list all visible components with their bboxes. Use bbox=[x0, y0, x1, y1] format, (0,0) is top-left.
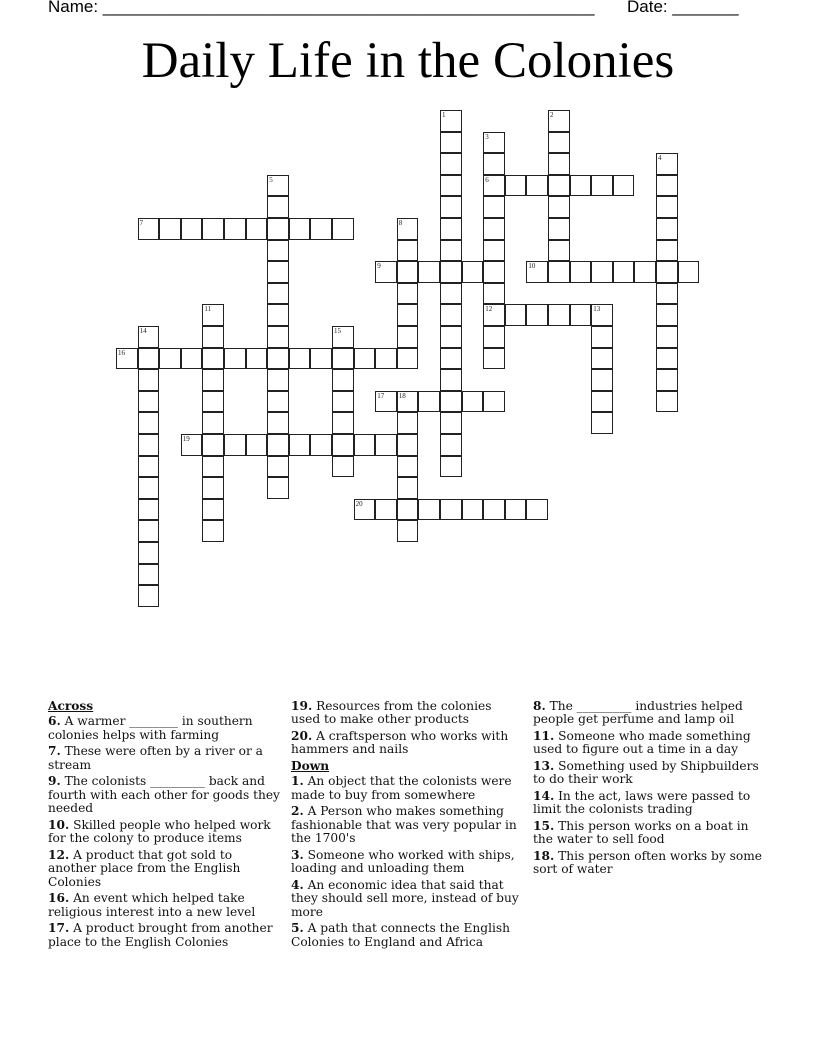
crossword-cell[interactable] bbox=[570, 175, 592, 197]
crossword-cell[interactable] bbox=[591, 391, 613, 413]
crossword-cell[interactable] bbox=[440, 499, 462, 521]
clue-number-label: 6 bbox=[485, 175, 489, 184]
crossword-cell[interactable] bbox=[418, 261, 440, 283]
clue-text: A craftsperson who works with hammers and nails bbox=[291, 729, 509, 757]
crossword-cell[interactable] bbox=[656, 391, 678, 413]
clue-across-12 bbox=[48, 849, 280, 889]
clue-number-label: 1 bbox=[442, 111, 446, 119]
clue-number-label: 11 bbox=[204, 305, 212, 314]
clue-down-8 bbox=[533, 700, 765, 727]
crossword-cell[interactable] bbox=[483, 348, 505, 370]
clue-number: 11. bbox=[533, 729, 555, 743]
crossword-cell[interactable] bbox=[526, 175, 548, 197]
clue-number-label: 10 bbox=[528, 262, 536, 271]
crossword-cell[interactable] bbox=[548, 196, 570, 218]
clue-text: These were often by a river or a stream bbox=[48, 744, 263, 772]
crossword-cell[interactable] bbox=[332, 434, 354, 456]
clue-across-6 bbox=[48, 715, 280, 742]
crossword-cell[interactable] bbox=[656, 261, 678, 283]
crossword-cell[interactable] bbox=[656, 240, 678, 262]
crossword-cell[interactable] bbox=[375, 261, 397, 283]
crossword-cell[interactable] bbox=[332, 218, 354, 240]
crossword-cell[interactable] bbox=[397, 477, 419, 499]
crossword-cell[interactable] bbox=[138, 477, 160, 499]
clues-column-3 bbox=[533, 700, 765, 880]
clue-down-2 bbox=[291, 805, 523, 845]
clue-text: An object that the colonists were made to buy from somewhere bbox=[291, 774, 512, 802]
crossword-cell[interactable] bbox=[440, 348, 462, 370]
crossword-cell[interactable] bbox=[202, 477, 224, 499]
clue-down-3 bbox=[291, 849, 523, 876]
clue-text: A warmer ________ in southern colonies helps with farming bbox=[48, 714, 253, 742]
crossword-cell[interactable] bbox=[397, 218, 419, 240]
crossword-cell[interactable] bbox=[267, 326, 289, 348]
crossword-cell[interactable] bbox=[591, 412, 613, 434]
crossword-cell[interactable] bbox=[397, 304, 419, 326]
clue-down-1 bbox=[291, 775, 523, 802]
crossword-cell[interactable] bbox=[267, 348, 289, 370]
clue-number-label: 8 bbox=[398, 219, 403, 227]
clue-number: 14. bbox=[533, 789, 555, 803]
crossword-cell[interactable] bbox=[656, 369, 678, 391]
clue-across-9 bbox=[48, 775, 280, 815]
crossword-cell[interactable] bbox=[310, 434, 332, 456]
clue-across-17 bbox=[48, 922, 280, 949]
clue-number-label: 18 bbox=[398, 391, 406, 400]
clue-number: 5. bbox=[291, 921, 304, 936]
crossword-cell[interactable] bbox=[354, 434, 376, 456]
crossword-cell[interactable] bbox=[591, 261, 613, 283]
clue-number: 8. bbox=[533, 699, 546, 713]
crossword-cell[interactable] bbox=[224, 348, 246, 370]
crossword-cell[interactable] bbox=[548, 261, 570, 283]
clue-number-label: 12 bbox=[485, 305, 493, 314]
crossword-cell[interactable] bbox=[267, 456, 289, 478]
clue-across-20 bbox=[291, 730, 523, 757]
clues-column-2 bbox=[291, 700, 523, 952]
crossword-cell[interactable] bbox=[483, 499, 505, 521]
clue-number: 9. bbox=[48, 774, 61, 789]
crossword-cell[interactable] bbox=[202, 369, 224, 391]
name-field-label: Name: ____________________________________________________ bbox=[48, 0, 595, 16]
crossword-cell[interactable] bbox=[397, 240, 419, 262]
crossword-cell[interactable] bbox=[397, 326, 419, 348]
crossword-cell[interactable] bbox=[332, 456, 354, 478]
crossword-cell[interactable] bbox=[440, 175, 462, 197]
crossword-cell[interactable] bbox=[397, 520, 419, 542]
crossword-cell[interactable] bbox=[440, 132, 462, 154]
crossword-cell[interactable] bbox=[246, 348, 268, 370]
crossword-cell[interactable] bbox=[332, 369, 354, 391]
crossword-cell[interactable] bbox=[267, 283, 289, 305]
clue-number-label: 3 bbox=[485, 132, 489, 141]
crossword-cell[interactable] bbox=[526, 261, 548, 283]
crossword-cell[interactable] bbox=[181, 434, 203, 456]
crossword-cell[interactable] bbox=[354, 348, 376, 370]
clue-down-15 bbox=[533, 820, 765, 847]
crossword-cell[interactable] bbox=[267, 412, 289, 434]
crossword-cell[interactable] bbox=[440, 326, 462, 348]
clue-text: This person often works by some sort of water bbox=[533, 849, 762, 877]
crossword-cell[interactable] bbox=[548, 153, 570, 175]
crossword-cell[interactable] bbox=[656, 326, 678, 348]
clue-number: 1. bbox=[291, 774, 304, 789]
crossword-cell[interactable] bbox=[397, 391, 419, 413]
clue-text: Something used by Shipbuilders to do their work bbox=[533, 759, 759, 787]
crossword-cell[interactable] bbox=[289, 434, 311, 456]
crossword-cell[interactable] bbox=[267, 391, 289, 413]
crossword-cell[interactable] bbox=[440, 412, 462, 434]
clues-column-1 bbox=[48, 700, 280, 952]
crossword-cell[interactable] bbox=[483, 218, 505, 240]
crossword-cell[interactable] bbox=[138, 542, 160, 564]
crossword-cell[interactable] bbox=[138, 348, 160, 370]
clue-number: 16. bbox=[48, 891, 70, 906]
crossword-cell[interactable] bbox=[440, 218, 462, 240]
clue-number: 17. bbox=[48, 921, 70, 936]
clue-number-label: 17 bbox=[377, 391, 385, 400]
crossword-cell[interactable] bbox=[548, 304, 570, 326]
crossword-cell[interactable] bbox=[440, 456, 462, 478]
crossword-cell[interactable] bbox=[483, 304, 505, 326]
clue-number-label: 14 bbox=[139, 327, 147, 335]
clue-number: 15. bbox=[533, 819, 555, 833]
crossword-cell[interactable] bbox=[656, 218, 678, 240]
clue-down-18 bbox=[533, 850, 765, 877]
crossword-cell[interactable] bbox=[202, 391, 224, 413]
crossword-cell[interactable] bbox=[138, 520, 160, 542]
clue-text: The colonists _________ back and fourth with each other for goods they needed bbox=[48, 774, 280, 816]
crossword-cell[interactable] bbox=[332, 348, 354, 370]
crossword-cell[interactable] bbox=[267, 434, 289, 456]
clue-text: Someone who worked with ships, loading and unloading them bbox=[291, 847, 515, 876]
clue-down-4 bbox=[291, 879, 523, 919]
crossword-cell[interactable] bbox=[462, 499, 484, 521]
crossword-cell[interactable] bbox=[224, 218, 246, 240]
crossword-cell[interactable] bbox=[656, 283, 678, 305]
clue-text: An event which helped take religious interest into a new level bbox=[48, 891, 256, 919]
clue-number-label: 16 bbox=[118, 348, 125, 357]
crossword-cell[interactable] bbox=[267, 196, 289, 218]
crossword-cell[interactable] bbox=[656, 304, 678, 326]
crossword-cell[interactable] bbox=[332, 326, 354, 348]
across-heading: Across bbox=[48, 699, 94, 713]
crossword-cell[interactable] bbox=[138, 585, 160, 607]
clue-number: 6. bbox=[48, 714, 61, 729]
clue-number-label: 2 bbox=[550, 111, 554, 119]
crossword-cell[interactable] bbox=[548, 175, 570, 197]
crossword-cell[interactable] bbox=[440, 369, 462, 391]
crossword-cell[interactable] bbox=[397, 499, 419, 521]
crossword-cell[interactable] bbox=[267, 261, 289, 283]
crossword-cell[interactable] bbox=[202, 218, 224, 240]
crossword-cell[interactable] bbox=[397, 456, 419, 478]
clue-text: The _________ industries helped people get perfume and lamp oil bbox=[533, 699, 743, 727]
date-field-label: Date: _______ bbox=[627, 0, 739, 16]
clue-number: 10. bbox=[48, 817, 70, 832]
crossword-cell[interactable] bbox=[332, 412, 354, 434]
crossword-cell[interactable] bbox=[202, 456, 224, 478]
crossword-cell[interactable] bbox=[613, 261, 635, 283]
clue-down-13 bbox=[533, 760, 765, 787]
crossword-cell[interactable] bbox=[159, 218, 181, 240]
crossword-cell[interactable] bbox=[267, 477, 289, 499]
crossword-cell[interactable] bbox=[440, 434, 462, 456]
crossword-cell[interactable] bbox=[138, 499, 160, 521]
crossword-cell[interactable] bbox=[570, 304, 592, 326]
crossword-cell[interactable] bbox=[202, 412, 224, 434]
clue-text: A product that got sold to another place from the English Colonies bbox=[48, 847, 241, 889]
clue-number: 3. bbox=[291, 847, 304, 862]
clue-number: 7. bbox=[48, 744, 61, 759]
crossword-cell[interactable] bbox=[656, 153, 678, 175]
crossword-cell[interactable] bbox=[526, 499, 548, 521]
down-heading: Down bbox=[291, 759, 330, 773]
crossword-cell[interactable] bbox=[483, 240, 505, 262]
crossword-cell[interactable] bbox=[267, 369, 289, 391]
clue-text: Resources from the colonies used to make other products bbox=[291, 699, 492, 727]
crossword-cell[interactable] bbox=[397, 283, 419, 305]
crossword-cell[interactable] bbox=[289, 218, 311, 240]
crossword-cell[interactable] bbox=[397, 348, 419, 370]
crossword-cell[interactable] bbox=[505, 175, 527, 197]
crossword-cell[interactable] bbox=[375, 434, 397, 456]
crossword-cell[interactable] bbox=[267, 240, 289, 262]
clue-text: Skilled people who helped work for the colony to produce items bbox=[48, 817, 271, 846]
clue-number-label: 19 bbox=[182, 435, 190, 443]
clue-across-10 bbox=[48, 819, 280, 846]
clue-number-label: 9 bbox=[377, 262, 381, 271]
crossword-cell[interactable] bbox=[267, 304, 289, 326]
clue-number-label: 20 bbox=[355, 499, 363, 508]
crossword-cell[interactable] bbox=[656, 196, 678, 218]
crossword-cell[interactable] bbox=[418, 391, 440, 413]
clue-text: In the act, laws were passed to limit the colonists trading bbox=[533, 789, 751, 817]
crossword-cell[interactable] bbox=[462, 391, 484, 413]
crossword-cell[interactable] bbox=[397, 261, 419, 283]
clue-number: 18. bbox=[533, 849, 555, 863]
crossword-cell[interactable] bbox=[138, 369, 160, 391]
clue-number: 12. bbox=[48, 847, 70, 862]
clue-number-label: 15 bbox=[334, 327, 341, 335]
crossword-cell[interactable] bbox=[570, 261, 592, 283]
crossword-cell[interactable] bbox=[678, 261, 700, 283]
crossword-cell[interactable] bbox=[591, 304, 613, 326]
crossword-cell[interactable] bbox=[397, 434, 419, 456]
crossword-cell[interactable] bbox=[440, 283, 462, 305]
crossword-cell[interactable] bbox=[375, 348, 397, 370]
crossword-cell[interactable] bbox=[397, 412, 419, 434]
crossword-cell[interactable] bbox=[440, 304, 462, 326]
crossword-cell[interactable] bbox=[440, 391, 462, 413]
crossword-cell[interactable] bbox=[375, 391, 397, 413]
crossword-cell[interactable] bbox=[267, 175, 289, 197]
crossword-cell[interactable] bbox=[138, 564, 160, 586]
crossword-cell[interactable] bbox=[138, 412, 160, 434]
crossword-cell[interactable] bbox=[483, 261, 505, 283]
clue-number: 13. bbox=[533, 759, 555, 773]
crossword-cell[interactable] bbox=[440, 110, 462, 132]
crossword-cell[interactable] bbox=[656, 348, 678, 370]
clue-number: 19. bbox=[291, 699, 313, 713]
crossword-cell[interactable] bbox=[483, 326, 505, 348]
crossword-cell[interactable] bbox=[483, 132, 505, 154]
crossword-cell[interactable] bbox=[332, 391, 354, 413]
crossword-cell[interactable] bbox=[440, 153, 462, 175]
clue-down-5 bbox=[291, 922, 523, 949]
clue-across-16 bbox=[48, 892, 280, 919]
crossword-cell[interactable] bbox=[181, 348, 203, 370]
crossword-cell[interactable] bbox=[505, 499, 527, 521]
crossword-cell[interactable] bbox=[418, 499, 440, 521]
clue-text: This person works on a boat in the water to sell food bbox=[533, 819, 749, 847]
crossword-cell[interactable] bbox=[483, 283, 505, 305]
clue-number-label: 5 bbox=[269, 175, 273, 184]
clue-text: A path that connects the English Colonies to England and Africa bbox=[291, 921, 510, 949]
crossword-cell[interactable] bbox=[483, 175, 505, 197]
crossword-cell[interactable] bbox=[440, 196, 462, 218]
crossword-cell[interactable] bbox=[224, 434, 246, 456]
crossword-cell[interactable] bbox=[138, 218, 160, 240]
crossword-cell[interactable] bbox=[548, 218, 570, 240]
page-title: Daily Life in the Colonies bbox=[141, 33, 675, 89]
crossword-cell[interactable] bbox=[591, 348, 613, 370]
clue-number: 4. bbox=[291, 877, 304, 892]
clue-number: 20. bbox=[291, 729, 313, 743]
crossword-cell[interactable] bbox=[181, 218, 203, 240]
clue-text: A product brought from another place to the English Colonies bbox=[48, 921, 273, 949]
crossword-cell[interactable] bbox=[138, 391, 160, 413]
crossword-cell[interactable] bbox=[483, 153, 505, 175]
crossword-cell[interactable] bbox=[138, 434, 160, 456]
crossword-cell[interactable] bbox=[548, 240, 570, 262]
clue-down-11 bbox=[533, 730, 765, 757]
clue-across-7 bbox=[48, 745, 280, 772]
crossword-cell[interactable] bbox=[526, 304, 548, 326]
clue-across-19 bbox=[291, 700, 523, 727]
crossword-cell[interactable] bbox=[613, 175, 635, 197]
crossword-cell[interactable] bbox=[310, 218, 332, 240]
crossword-cell[interactable] bbox=[548, 132, 570, 154]
crossword-cell[interactable] bbox=[202, 326, 224, 348]
crossword-cell[interactable] bbox=[656, 175, 678, 197]
crossword-cell[interactable] bbox=[310, 348, 332, 370]
crossword-cell[interactable] bbox=[440, 240, 462, 262]
crossword-cell[interactable] bbox=[591, 369, 613, 391]
crossword-cell[interactable] bbox=[289, 348, 311, 370]
crossword-cell[interactable] bbox=[505, 304, 527, 326]
clue-number: 2. bbox=[291, 804, 304, 819]
clue-text: An economic idea that said that they should sell more, instead of buy more bbox=[291, 877, 519, 919]
crossword-cell[interactable] bbox=[202, 520, 224, 542]
crossword-cell[interactable] bbox=[246, 434, 268, 456]
crossword-cell[interactable] bbox=[138, 326, 160, 348]
clue-down-14 bbox=[533, 790, 765, 817]
crossword-cell[interactable] bbox=[246, 218, 268, 240]
crossword-cell[interactable] bbox=[202, 304, 224, 326]
crossword-cell[interactable] bbox=[591, 326, 613, 348]
clue-number-label: 13 bbox=[593, 305, 601, 314]
crossword-cell[interactable] bbox=[202, 434, 224, 456]
crossword-cell[interactable] bbox=[354, 499, 376, 521]
clue-text: A Person who makes something fashionable that was very popular in the 1700's bbox=[291, 804, 517, 846]
crossword-cell[interactable] bbox=[202, 499, 224, 521]
crossword-cell[interactable] bbox=[440, 261, 462, 283]
clue-text: Someone who made something used to figure out a time in a day bbox=[533, 729, 751, 757]
crossword-cell[interactable] bbox=[138, 456, 160, 478]
crossword-cell[interactable] bbox=[634, 261, 656, 283]
clue-number-label: 7 bbox=[139, 219, 144, 227]
crossword-cell[interactable] bbox=[548, 110, 570, 132]
crossword-cell[interactable] bbox=[462, 261, 484, 283]
crossword-cell[interactable] bbox=[159, 348, 181, 370]
crossword-cell[interactable] bbox=[483, 391, 505, 413]
crossword-cell[interactable] bbox=[267, 218, 289, 240]
crossword-cell[interactable] bbox=[116, 348, 138, 370]
crossword-cell[interactable] bbox=[375, 499, 397, 521]
crossword-cell[interactable] bbox=[202, 348, 224, 370]
clue-number-label: 4 bbox=[658, 154, 662, 163]
crossword-cell[interactable] bbox=[483, 196, 505, 218]
crossword-cell[interactable] bbox=[591, 175, 613, 197]
